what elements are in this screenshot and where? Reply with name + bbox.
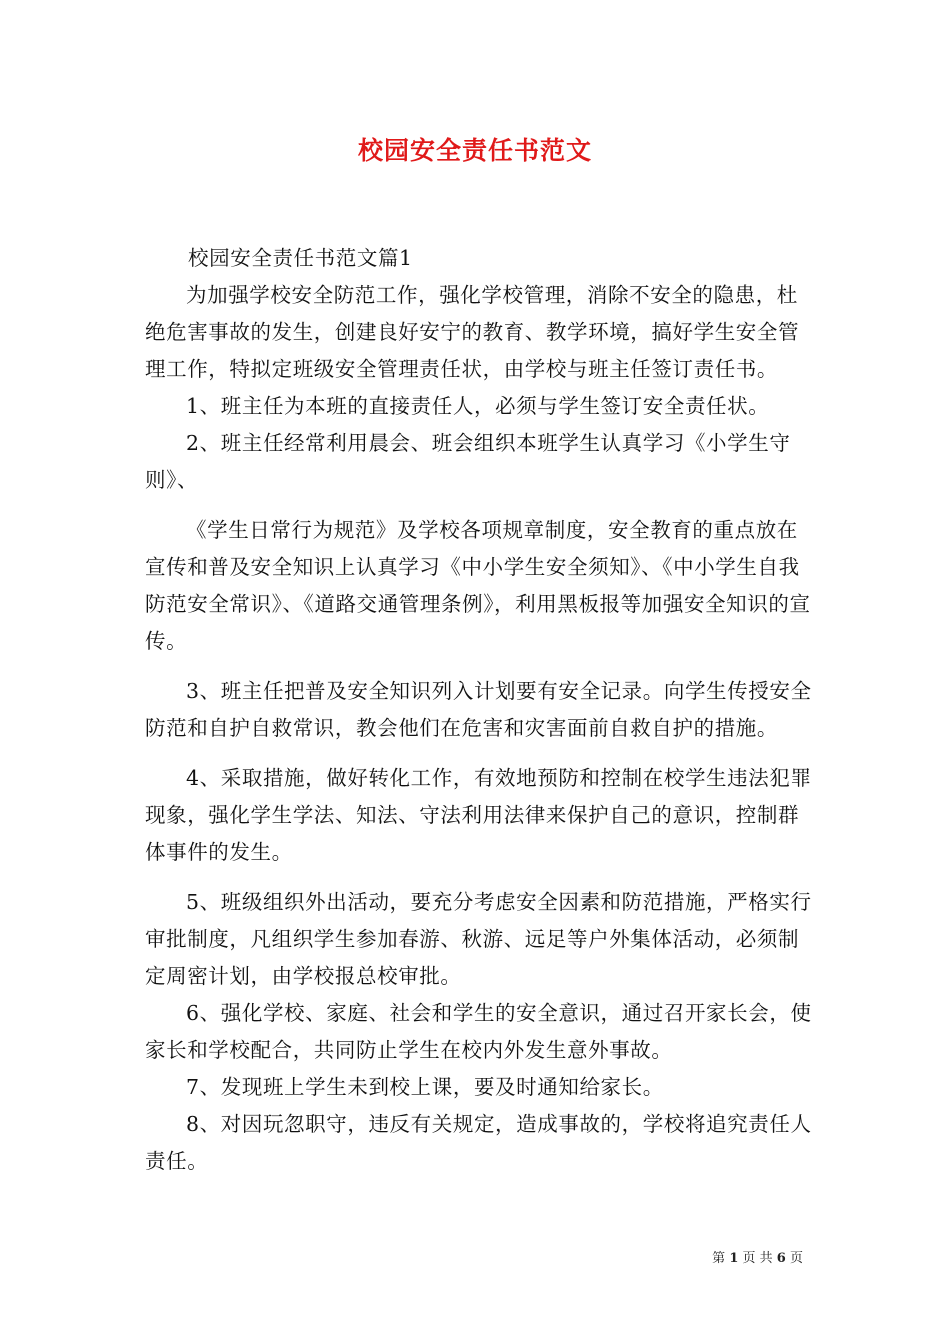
intro-paragraph: 为加强学校安全防范工作，强化学校管理，消除不安全的隐患，杜绝危害事故的发生，创建良好安宁的教育、教学环境，搞好学生安全管理工作，特拟定班级安全管理责任状，由学校与班主任签订责任书。 (145, 283, 800, 381)
section-heading: 校园安全责任书范文篇1 (188, 246, 413, 270)
footer-middle: 页 共 (742, 1251, 773, 1266)
clause-4: 4、采取措施，做好转化工作，有效地预防和控制在校学生违法犯罪现象，强化学生学法、知法、守法利用法律来保护自己的意识，控制群体事件的发生。 (145, 766, 812, 864)
page-footer (712, 1247, 803, 1266)
footer-prefix: 第 (712, 1251, 726, 1266)
clause-2: 2、班主任经常利用晨会、班会组织本班学生认真学习《小学生守则》、 (145, 431, 791, 492)
clause-2-continued: 《学生日常行为规范》及学校各项规章制度，安全教育的重点放在宣传和普及安全知识上认真学习《中小学生安全须知》、《中小学生自我防范安全常识》、《道路交通管理条例》，利用黑板报等加强安全知识的宣传。 (145, 518, 811, 653)
document-body (145, 240, 815, 1180)
clause-6: 6、强化学校、家庭、社会和学生的安全意识，通过召开家长会，使家长和学校配合，共同防止学生在校内外发生意外事故。 (145, 1001, 812, 1062)
clause-1: 1、班主任为本班的直接责任人，必须与学生签订安全责任状。 (186, 394, 770, 418)
clause-8: 8、对因玩忽职守，违反有关规定，造成事故的，学校将追究责任人责任。 (145, 1112, 812, 1173)
footer-suffix: 页 (789, 1251, 803, 1266)
document-title: 校园安全责任书范文 (357, 136, 592, 165)
clause-7: 7、发现班上学生未到校上课，要及时通知给家长。 (186, 1075, 664, 1099)
footer-total-pages: 6 (776, 1251, 786, 1266)
footer-page-number: 1 (729, 1251, 739, 1266)
clause-3: 3、班主任把普及安全知识列入计划要有安全记录。向学生传授安全防范和自护自救常识，教会他们在危害和灾害面前自救自护的措施。 (145, 679, 812, 740)
clause-5: 5、班级组织外出活动，要充分考虑安全因素和防范措施，严格实行审批制度，凡组织学生参加春游、秋游、远足等户外集体活动，必须制定周密计划，由学校报总校审批。 (145, 890, 812, 988)
